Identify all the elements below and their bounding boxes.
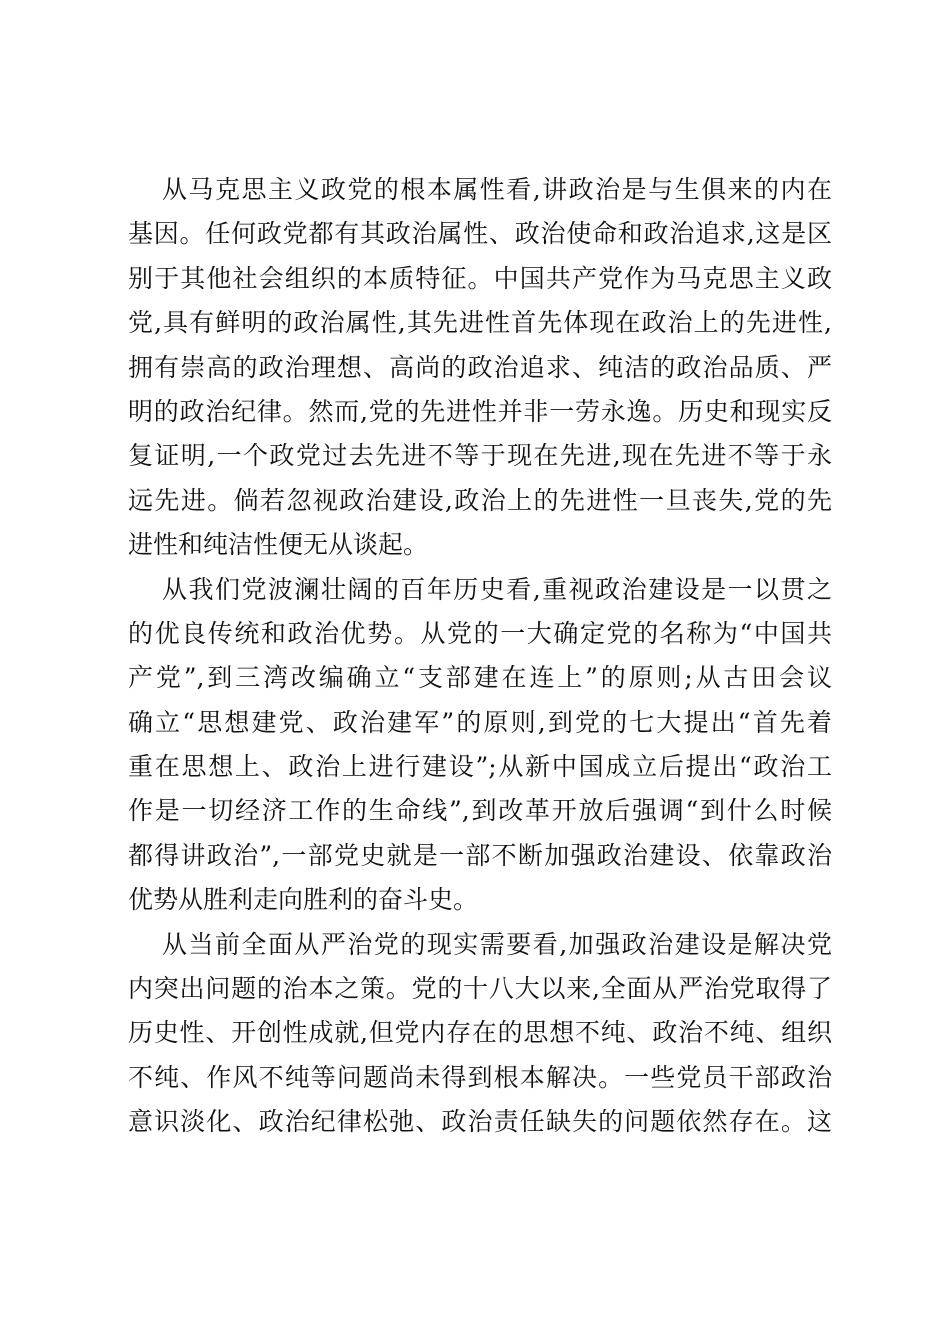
text-line: 优势从胜利走向胜利的奋斗史。	[128, 885, 479, 915]
text-line: 历史性、开创性成就,但党内存在的思想不纯、政治不纯、组织	[128, 1018, 832, 1048]
paragraph-2	[128, 568, 832, 923]
text-line: 基因。任何政党都有其政治属性、政治使命和政治追求,这是区	[128, 219, 832, 249]
text-line: 的优良传统和政治优势。从党的一大确定党的名称为“中国共	[128, 618, 832, 648]
text-line: 进性和纯洁性便无从谈起。	[128, 530, 429, 560]
text-line: 作是一切经济工作的生命线”,到改革开放后强调“到什么时候	[128, 796, 832, 826]
text-line: 不纯、作风不纯等问题尚未得到根本解决。一些党员干部政治	[128, 1062, 832, 1092]
paragraph-3	[128, 923, 832, 1145]
text-line: 拥有崇高的政治理想、高尚的政治追求、纯洁的政治品质、严	[128, 352, 832, 382]
text-line: 内突出问题的治本之策。党的十八大以来,全面从严治党取得了	[128, 974, 832, 1004]
text-line: 产党”,到三湾改编确立“支部建在连上”的原则;从古田会议	[128, 663, 832, 693]
text-line: 从我们党波澜壮阔的百年历史看,重视政治建设是一以贯之	[162, 574, 832, 604]
text-line: 意识淡化、政治纪律松弛、政治责任缺失的问题依然存在。这	[128, 1107, 832, 1137]
text-line: 重在思想上、政治上进行建设”;从新中国成立后提出“政治工	[128, 752, 832, 782]
text-line: 确立“思想建党、政治建军”的原则,到党的七大提出“首先着	[128, 707, 832, 737]
text-line: 从马克思主义政党的根本属性看,讲政治是与生俱来的内在	[162, 175, 832, 204]
text-line: 远先进。倘若忽视政治建设,政治上的先进性一旦丧失,党的先	[128, 485, 832, 515]
text-line: 党,具有鲜明的政治属性,其先进性首先体现在政治上的先进性,	[128, 308, 832, 338]
text-line: 复证明,一个政党过去先进不等于现在先进,现在先进不等于永	[128, 441, 832, 471]
text-line: 都得讲政治”,一部党史就是一部不断加强政治建设、依靠政治	[128, 840, 832, 870]
document-body	[128, 168, 832, 1145]
text-line: 从当前全面从严治党的现实需要看,加强政治建设是解决党	[162, 929, 832, 959]
paragraph-1	[128, 168, 832, 568]
text-line: 别于其他社会组织的本质特征。中国共产党作为马克思主义政	[128, 263, 832, 293]
text-line: 明的政治纪律。然而,党的先进性并非一劳永逸。历史和现实反	[128, 396, 832, 426]
